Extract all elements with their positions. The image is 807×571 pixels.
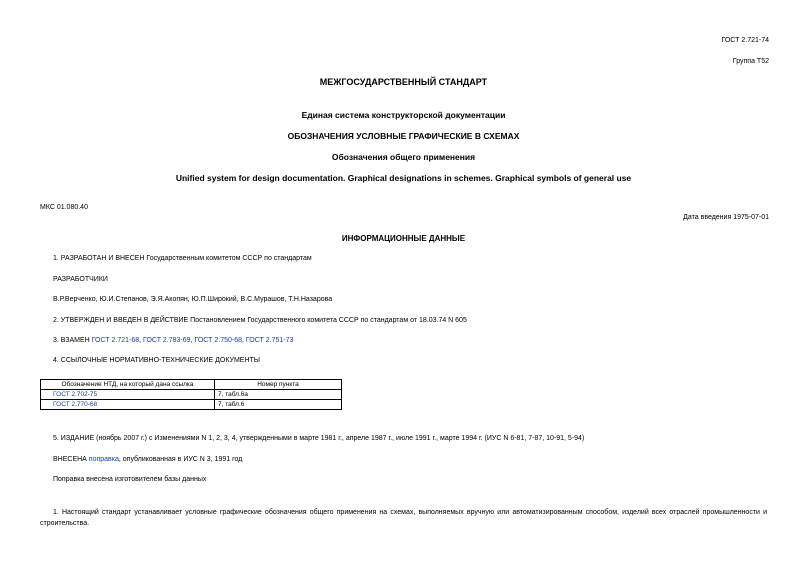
system-title: Единая система конструкторской документации: [301, 110, 506, 120]
references-table: [40, 379, 342, 410]
info-item-2: 2. УТВЕРЖДЕН И ВВЕДЕН В ДЕЙСТВИЕ Постановлением Государственного комитета СССР по стандартам от 18.03.74 N 605: [53, 317, 467, 324]
intro-date: Дата введения 1975-07-01: [683, 214, 769, 221]
info-item-3: [53, 337, 293, 344]
amendment-note: Поправка внесена изготовителем базы данных: [53, 476, 207, 483]
link-gost-2-702-75[interactable]: ГОСТ 2.702-75: [53, 391, 98, 398]
info-item-5: 5. ИЗДАНИЕ (ноябрь 2007 г.) с Изменениями N 1, 2, 3, 4, утвержденными в марте 1981 г., апреле 1987 г., июле 1991 г., марте 1994 г. (ИУС N 6-81, 7-87, 10-91, 5-94): [53, 435, 585, 442]
developers-list: В.Р.Верченко, Ю.И.Степанов, Э.Я.Акопян, Ю.П.Широкий, В.С.Мурашов, Т.Н.Назарова: [53, 296, 333, 303]
info-item-4: 4. ССЫЛОЧНЫЕ НОРМАТИВНО-ТЕХНИЧЕСКИЕ ДОКУМЕНТЫ: [53, 357, 260, 364]
table-row: [41, 400, 342, 410]
amendment-prefix: ВНЕСЕНА: [53, 456, 89, 463]
info-heading: ИНФОРМАЦИОННЫЕ ДАННЫЕ: [341, 234, 466, 243]
english-title: Unified system for design documentation. Graphical designations in schemes. Graphical symbols of general use: [175, 173, 632, 183]
amendment-line: [53, 456, 242, 463]
main-title: ОБОЗНАЧЕНИЯ УСЛОВНЫЕ ГРАФИЧЕСКИЕ В СХЕМАХ: [287, 131, 520, 141]
table-cell-item: 7, табл.6: [215, 400, 342, 410]
standard-group: Группа Т52: [732, 58, 769, 65]
standard-code: ГОСТ 2.721-74: [721, 37, 769, 44]
table-header-item: Номер пункта: [215, 380, 342, 390]
mks-code: МКС 01.080.40: [40, 204, 88, 211]
link-gost-2-770-68[interactable]: ГОСТ 2.770-68: [53, 401, 98, 408]
amendment-suffix: , опубликованная в ИУС N 3, 1991 год: [118, 456, 243, 463]
info-item-3-prefix: 3. ВЗАМЕН: [53, 337, 92, 344]
link-gost-2-750-68[interactable]: ГОСТ 2.750-68: [194, 337, 242, 344]
link-gost-2-783-69[interactable]: ГОСТ 2.783-69: [143, 337, 191, 344]
subtitle: Обозначения общего применения: [331, 152, 476, 162]
amendment-link[interactable]: поправка: [88, 456, 119, 463]
separator: ,: [139, 337, 144, 344]
link-gost-2-751-73[interactable]: ГОСТ 2.751-73: [245, 337, 294, 344]
developers-label: РАЗРАБОТЧИКИ: [53, 276, 108, 283]
info-item-1: 1. РАЗРАБОТАН И ВНЕСЕН Государственным комитетом СССР по стандартам: [53, 255, 312, 262]
table-header-row: [41, 380, 342, 390]
table-cell-doc: [41, 400, 215, 410]
separator: ,: [242, 337, 246, 344]
table-cell-doc: [41, 390, 215, 400]
separator: ,: [190, 337, 195, 344]
standard-type-heading: МЕЖГОСУДАРСТВЕННЫЙ СТАНДАРТ: [319, 77, 488, 87]
link-gost-2-721-68[interactable]: ГОСТ 2.721-68: [91, 337, 140, 344]
body-paragraph-1: 1. Настоящий стандарт устанавливает условные графические обозначения общего применения на схемах, выполняемых вручную или автоматизированным способом, изделий всех отраслей промышленности и строительства.: [40, 509, 767, 527]
table-header-doc: Обозначение НТД, на который дана ссылка: [41, 380, 215, 390]
table-row: [41, 390, 342, 400]
table-cell-item: 7, табл.6а: [215, 390, 342, 400]
